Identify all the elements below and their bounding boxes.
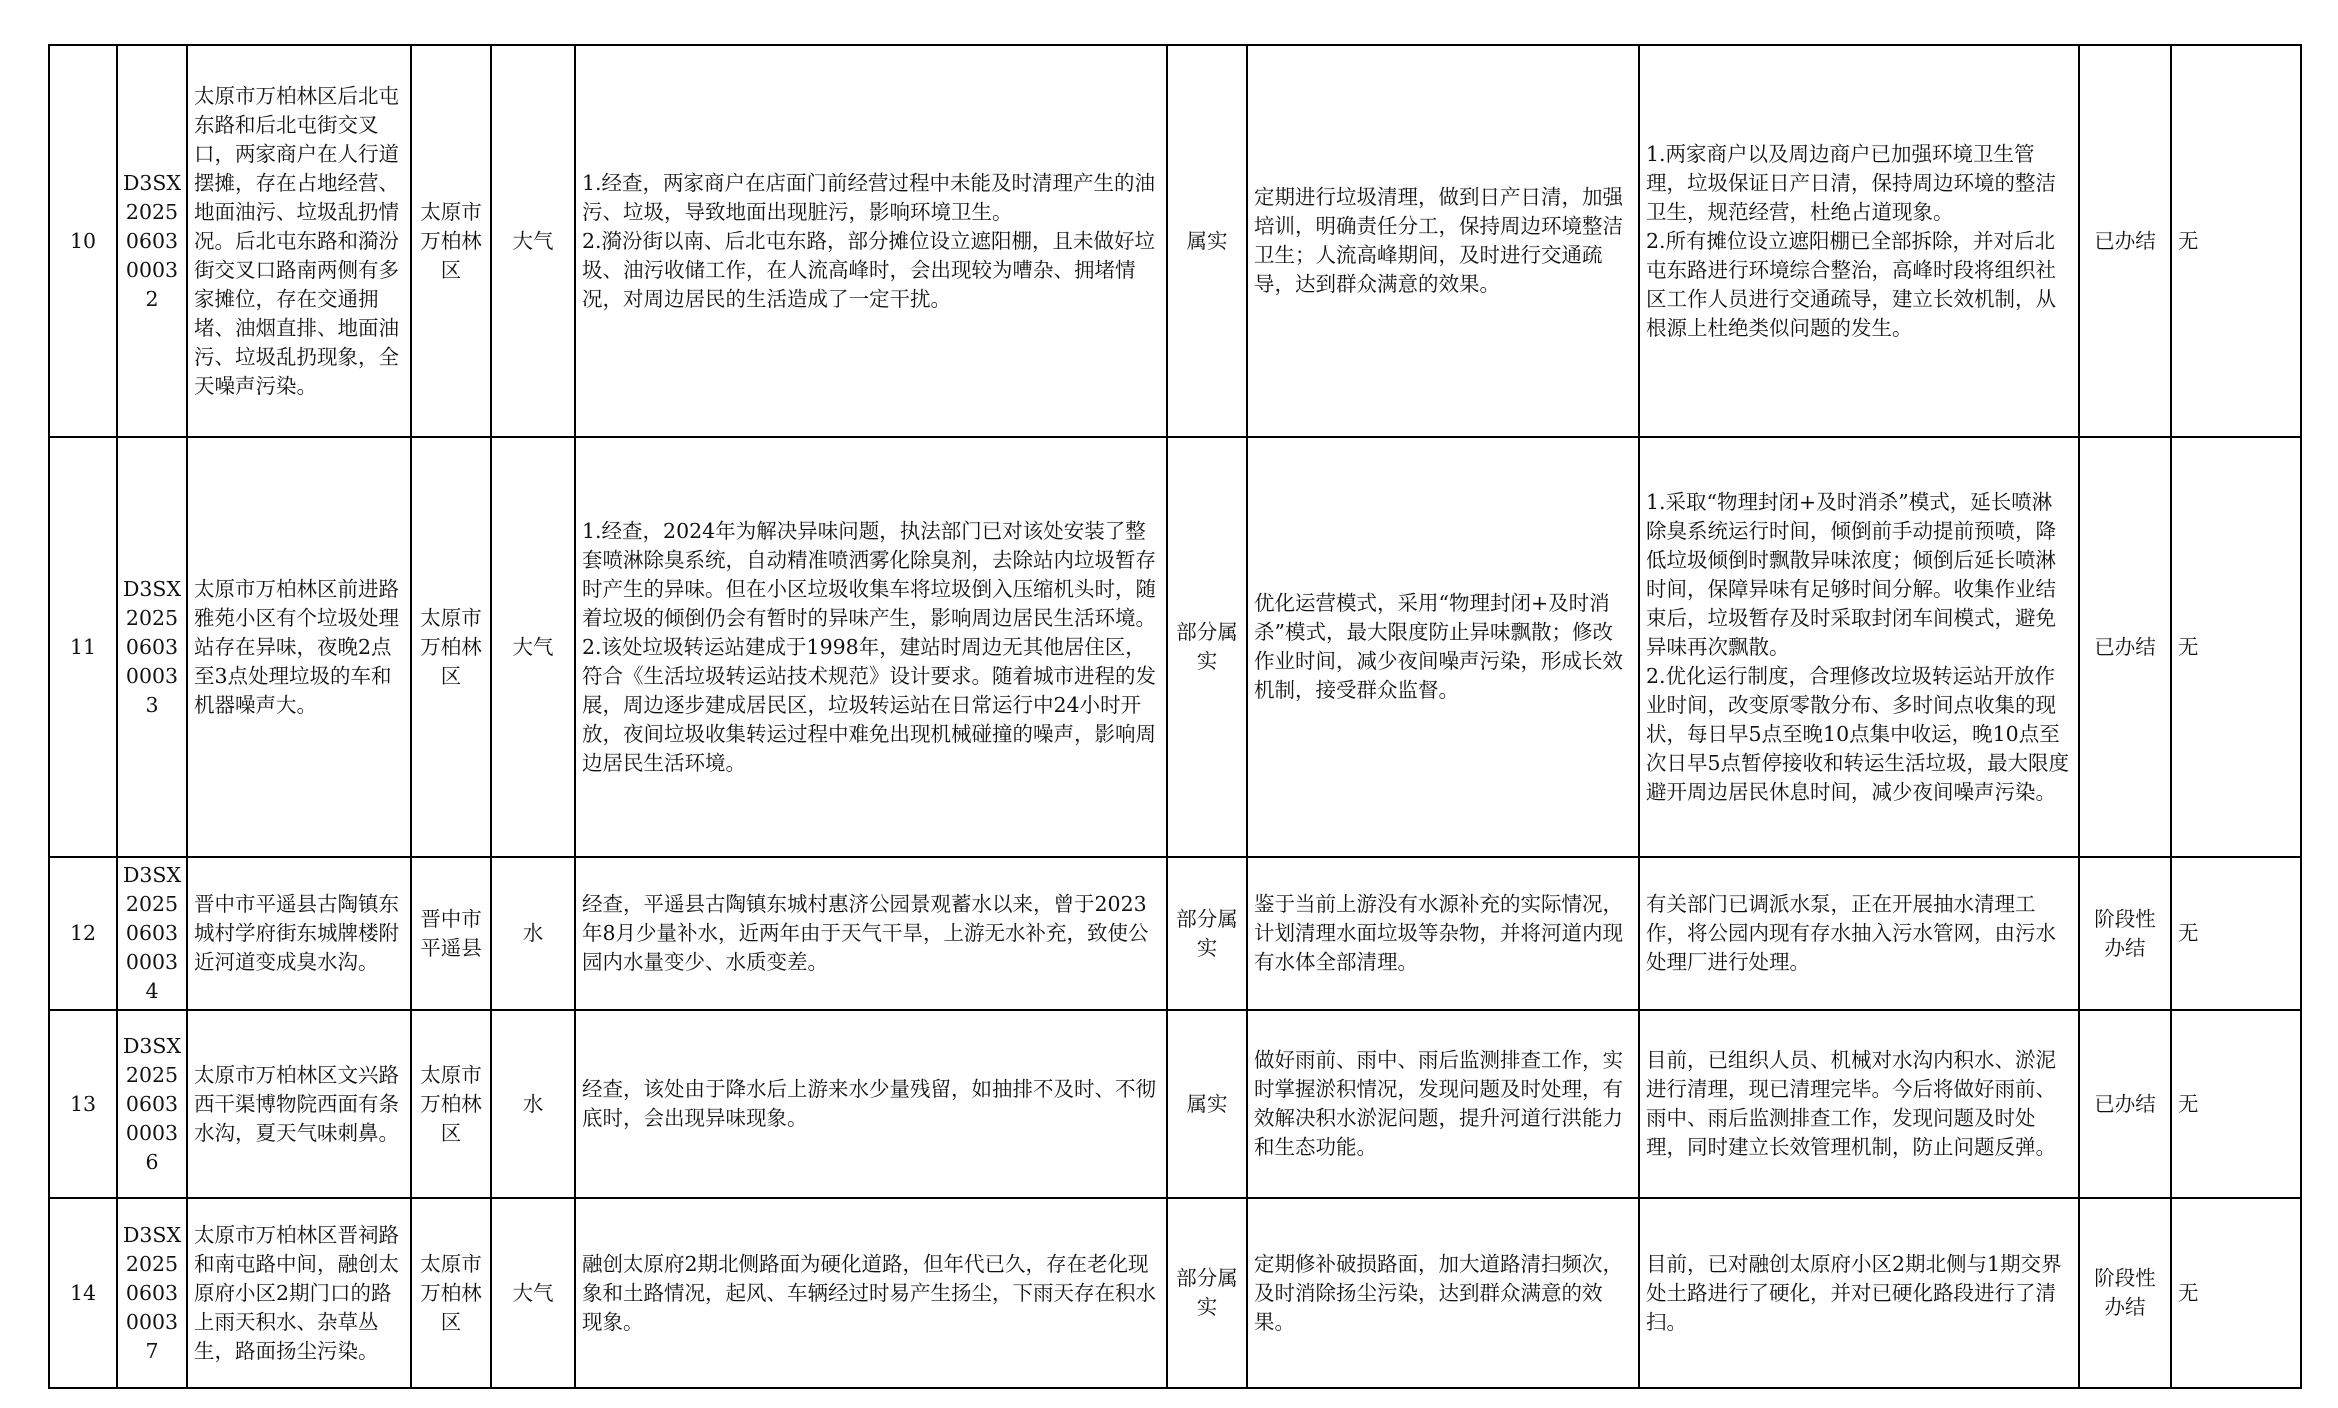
accountability: 无 [2171,857,2301,1010]
investigation-line: 融创太原府2期北侧路面为硬化道路，但年代已久，存在老化现象和土路情况，起风、车辆经过时易产生扬尘，下雨天存在积水现象。 [582,1251,1156,1334]
table-row [49,1010,2301,1198]
accountability: 无 [2171,1198,2301,1388]
rectification-progress [1639,1198,2079,1388]
rectification-progress [1639,45,2079,437]
administrative-area: 太原市万柏林区 [411,1010,491,1198]
administrative-area: 太原市万柏林区 [411,437,491,857]
handling-measures [1247,1010,1639,1198]
verdict: 部分属实 [1167,1198,1247,1388]
investigation-result [575,45,1167,437]
measures-line: 鉴于当前上游没有水源补充的实际情况，计划清理水面垃圾等杂物，并将河道内现有水体全部清理。 [1254,892,1623,974]
case-code: D3SX2025060300032 [117,45,187,437]
pollution-type: 水 [491,1010,575,1198]
accountability: 无 [2171,437,2301,857]
table-row [49,857,2301,1010]
complaint-table [48,44,2302,1389]
pollution-type: 大气 [491,45,575,437]
investigation-line: 2.漪汾街以南、后北屯东路，部分摊位设立遮阳棚，且未做好垃圾、油污收储工作，在人流高峰时，会出现较为嘈杂、拥堵情况，对周边居民的生活造成了一定干扰。 [582,228,1156,311]
case-code: D3SX2025060300034 [117,857,187,1010]
progress-line: 2.优化运行制度，合理修改垃圾转运站开放作业时间，改变原零散分布、多时间点收集的现状，每日早5点至晚10点集中收运，晚10点至次日早5点暂停接收和转运生活垃圾，最大限度避开周边居民休息时间，减少夜间噪声污染。 [1646,663,2070,804]
pollution-type: 大气 [491,437,575,857]
investigation-line: 经查，平遥县古陶镇东城村惠济公园景观蓄水以来，曾于2023年8月少量补水，近两年由于天气干旱，上游无水补充，致使公园内水量变少、水质变差。 [582,892,1149,974]
rectification-progress [1639,437,2079,857]
row-number: 10 [49,45,117,437]
complaint-description: 晋中市平遥县古陶镇东城村学府街东城牌楼附近河道变成臭水沟。 [187,857,411,1010]
complaint-description: 太原市万柏林区前进路雅苑小区有个垃圾处理站存在异味，夜晚2点至3点处理垃圾的车和机器噪声大。 [187,437,411,857]
row-number: 11 [49,437,117,857]
verdict: 属实 [1167,45,1247,437]
progress-line: 有关部门已调派水泵，正在开展抽水清理工作，将公园内现有存水抽入污水管网，由污水处理厂进行处理。 [1646,892,2056,974]
complaint-description: 太原市万柏林区晋祠路和南屯路中间，融创太原府小区2期门口的路上雨天积水、杂草丛生，路面扬尘污染。 [187,1198,411,1388]
handling-measures [1247,437,1639,857]
progress-line: 1.采取“物理封闭+及时消杀”模式，延长喷淋除臭系统运行时间，倾倒前手动提前预喷，降低垃圾倾倒时飘散异味浓度；倾倒后延长喷淋时间，保障异味有足够时间分解。收集作业结束后，垃圾暂存及时采取封闭车间模式，避免异味再次飘散。 [1646,489,2056,659]
progress-line: 1.两家商户以及周边商户已加强环境卫生管理，垃圾保证日产日清，保持周边环境的整洁卫生，规范经营，杜绝占道现象。 [1646,141,2056,224]
investigation-line: 1.经查，2024年为解决异味问题，执法部门已对该处安装了整套喷淋除臭系统，自动精准喷洒雾化除臭剂，去除站内垃圾暂存时产生的异味。但在小区垃圾收集车将垃圾倒入压缩机头时，随着垃圾的倾倒仍会有暂时的异味产生，影响周边居民生活环境。 [582,518,1156,630]
handling-measures [1247,45,1639,437]
measures-line: 优化运营模式，采用“物理封闭+及时消杀”模式，最大限度防止异味飘散；修改作业时间，减少夜间噪声污染，形成长效机制，接受群众监督。 [1254,591,1623,702]
investigation-line: 1.经查，两家商户在店面门前经营过程中未能及时清理产生的油污、垃圾，导致地面出现脏污，影响环境卫生。 [582,170,1156,224]
case-status: 阶段性办结 [2079,857,2171,1010]
table-row [49,45,2301,437]
pollution-type: 大气 [491,1198,575,1388]
pollution-type: 水 [491,857,575,1010]
table-row [49,437,2301,857]
complaint-description: 太原市万柏林区后北屯东路和后北屯街交叉口，两家商户在人行道摆摊，存在占地经营、地面油污、垃圾乱扔情况。后北屯东路和漪汾街交叉口路南两侧有多家摊位，存在交通拥堵、油烟直排、地面油污、垃圾乱扔现象，全天噪声污染。 [187,45,411,437]
measures-line: 定期进行垃圾清理，做到日产日清，加强培训，明确责任分工，保持周边环境整洁卫生；人流高峰期间，及时进行交通疏导，达到群众满意的效果。 [1254,185,1623,296]
case-code: D3SX2025060300036 [117,1010,187,1198]
verdict: 部分属实 [1167,437,1247,857]
administrative-area: 太原市万柏林区 [411,1198,491,1388]
administrative-area: 太原市万柏林区 [411,45,491,437]
measures-line: 做好雨前、雨中、雨后监测排查工作，实时掌握淤积情况，发现问题及时处理，有效解决积水淤泥问题，提升河道行洪能力和生态功能。 [1254,1048,1623,1159]
investigation-result [575,1198,1167,1388]
handling-measures [1247,1198,1639,1388]
investigation-line: 2.该处垃圾转运站建成于1998年，建站时周边无其他居住区，符合《生活垃圾转运站技术规范》设计要求。随着城市进程的发展，周边逐步建成居民区，垃圾转运站在日常运行中24小时开放，夜间垃圾收集转运过程中难免出现机械碰撞的噪声，影响周边居民生活环境。 [582,634,1156,775]
investigation-result [575,1010,1167,1198]
accountability: 无 [2171,1010,2301,1198]
case-status: 已办结 [2079,1010,2171,1198]
handling-measures [1247,857,1639,1010]
case-status: 已办结 [2079,45,2171,437]
complaint-description: 太原市万柏林区文兴路西干渠博物院西面有条水沟，夏天气味刺鼻。 [187,1010,411,1198]
rectification-progress [1639,1010,2079,1198]
table-row [49,1198,2301,1388]
verdict: 部分属实 [1167,857,1247,1010]
row-number: 13 [49,1010,117,1198]
case-status: 阶段性办结 [2079,1198,2171,1388]
investigation-result [575,437,1167,857]
measures-line: 定期修补破损路面，加大道路清扫频次，及时消除扬尘污染，达到群众满意的效果。 [1254,1251,1623,1334]
progress-line: 目前，已对融创太原府小区2期北侧与1期交界处土路进行了硬化，并对已硬化路段进行了清扫。 [1646,1251,2062,1334]
administrative-area: 晋中市平遥县 [411,857,491,1010]
progress-line: 2.所有摊位设立遮阳棚已全部拆除，并对后北屯东路进行环境综合整治，高峰时段将组织社区工作人员进行交通疏导，建立长效机制，从根源上杜绝类似问题的发生。 [1646,228,2056,340]
accountability: 无 [2171,45,2301,437]
row-number: 14 [49,1198,117,1388]
verdict: 属实 [1167,1010,1247,1198]
progress-line: 目前，已组织人员、机械对水沟内积水、淤泥进行清理，现已清理完毕。今后将做好雨前、雨中、雨后监测排查工作，发现问题及时处理，同时建立长效管理机制，防止问题反弹。 [1646,1048,2056,1159]
investigation-result [575,857,1167,1010]
row-number: 12 [49,857,117,1010]
case-code: D3SX2025060300033 [117,437,187,857]
case-status: 已办结 [2079,437,2171,857]
case-code: D3SX2025060300037 [117,1198,187,1388]
rectification-progress [1639,857,2079,1010]
investigation-line: 经查，该处由于降水后上游来水少量残留，如抽排不及时、不彻底时，会出现异味现象。 [582,1077,1156,1130]
